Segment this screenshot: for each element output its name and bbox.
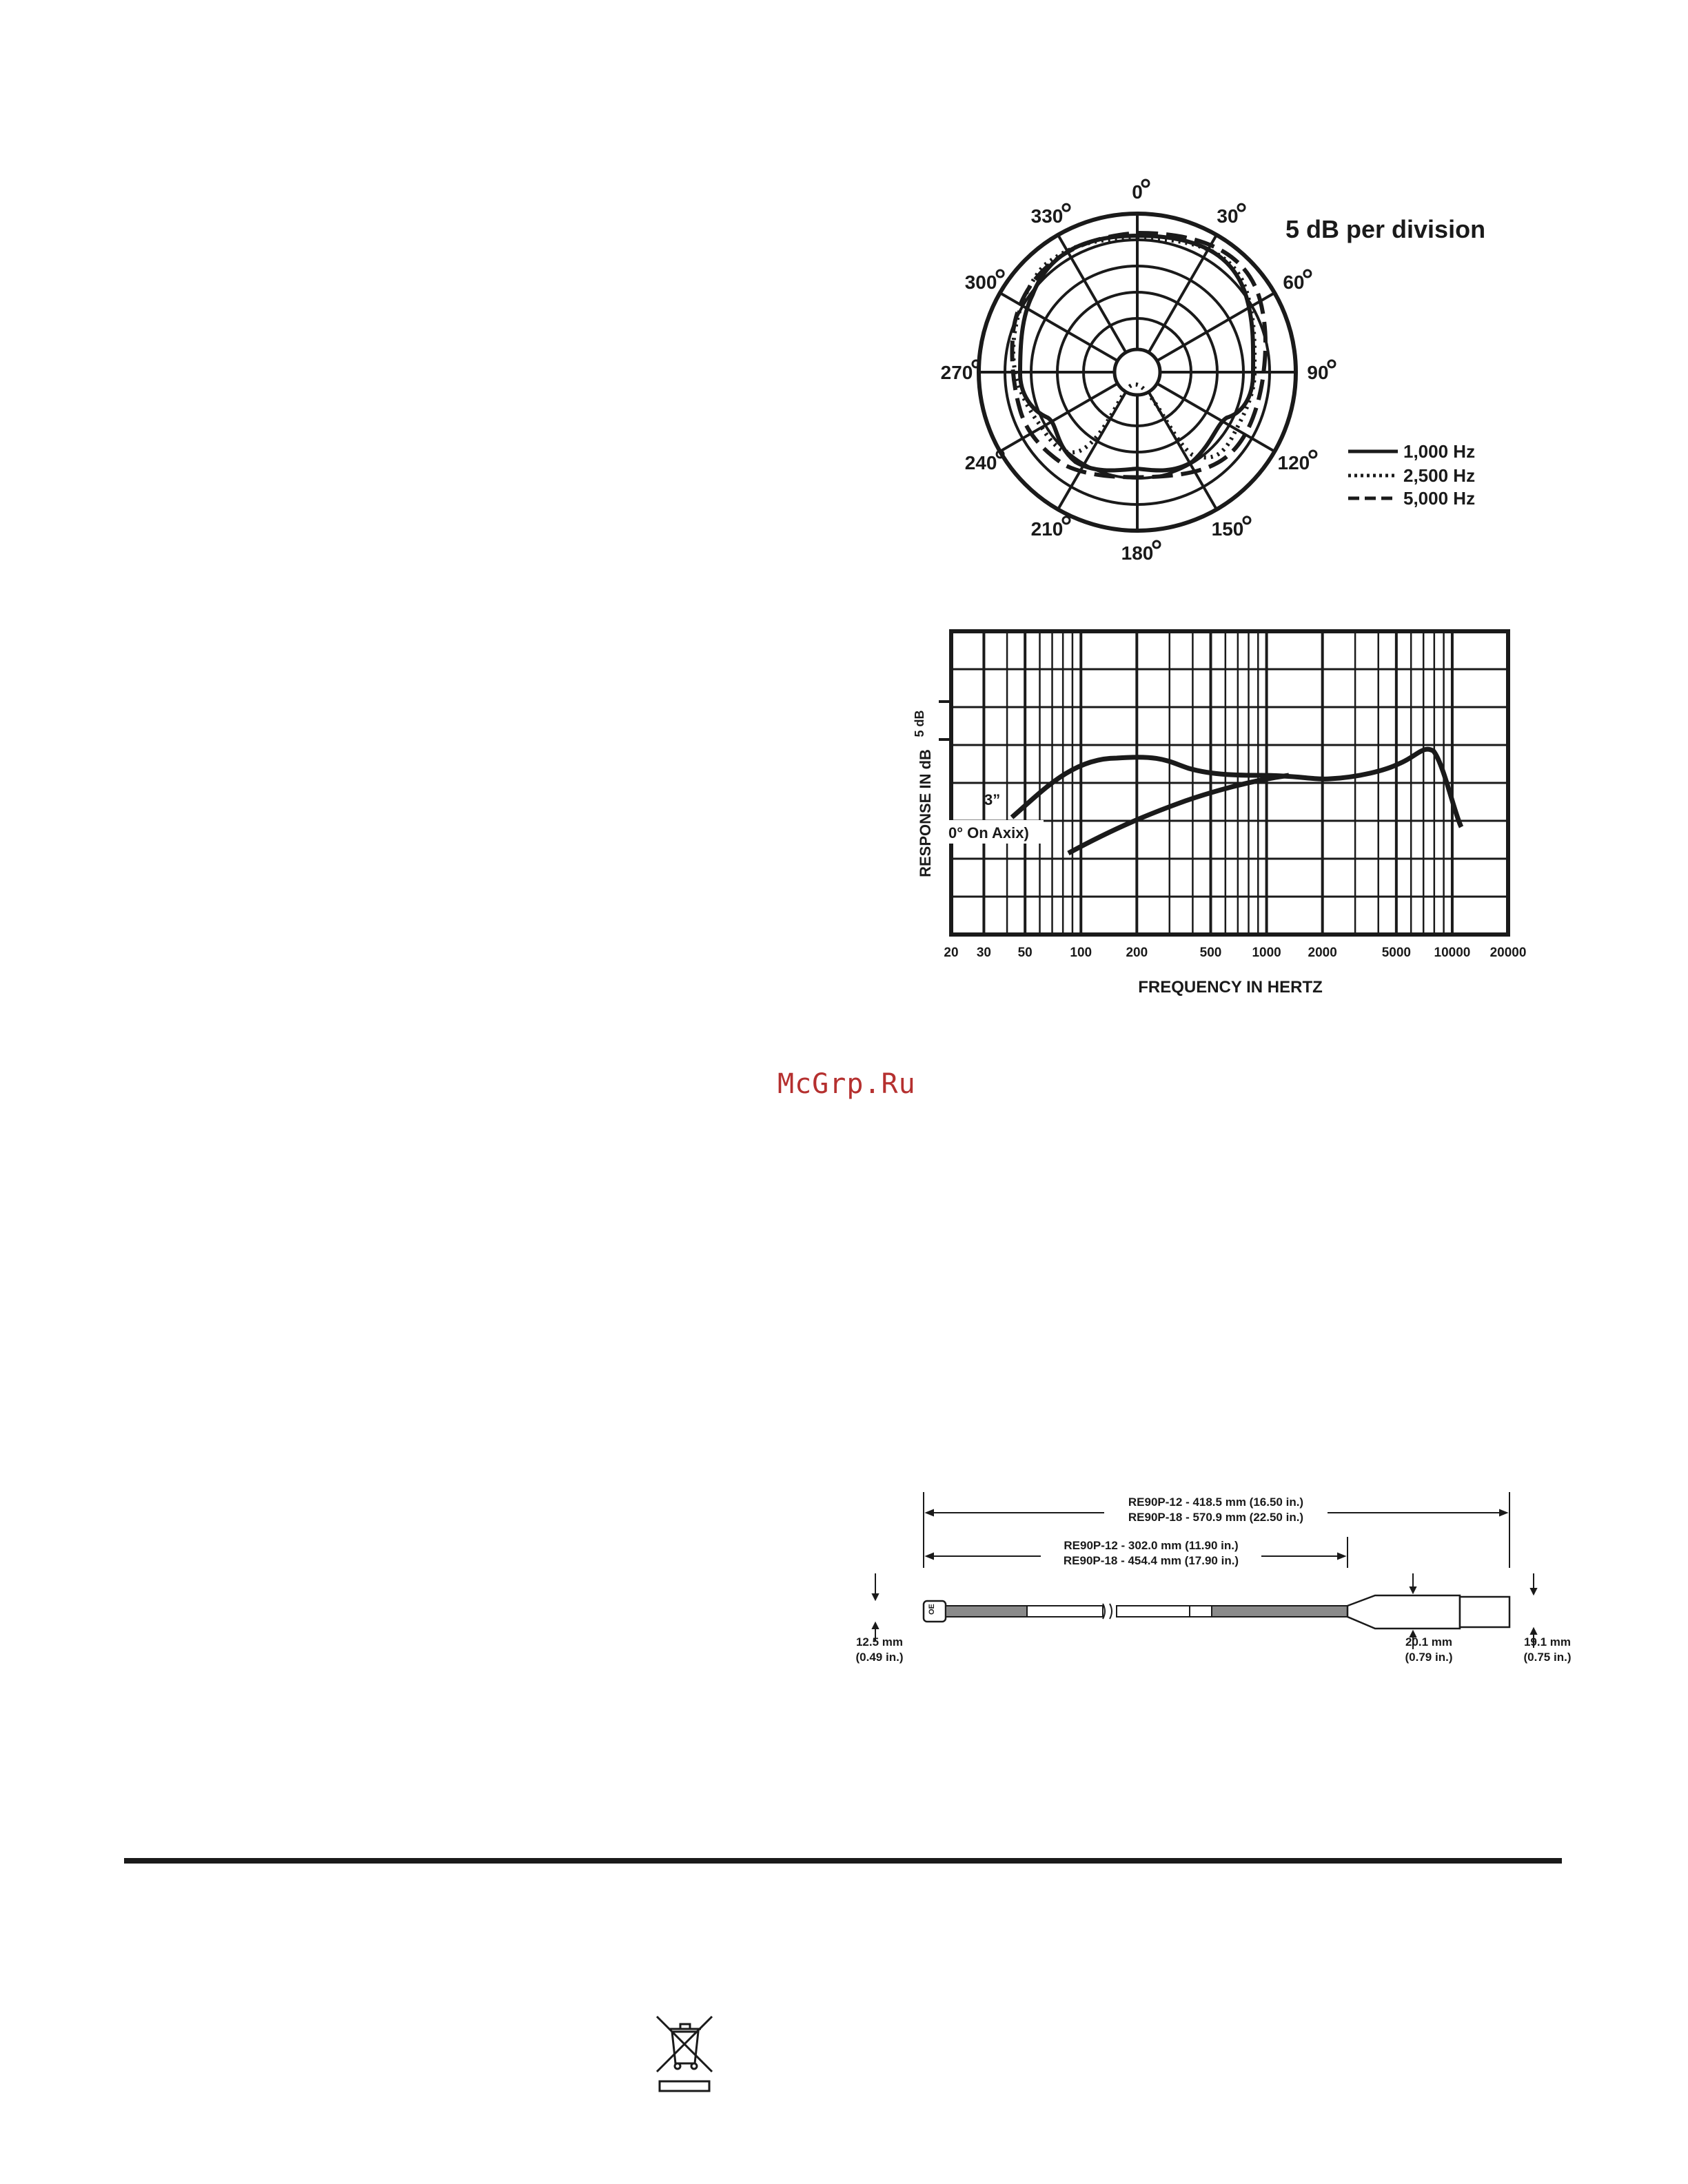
frequency-response-chart — [910, 620, 1551, 1013]
response-tick-label: 30 — [976, 946, 991, 960]
response-tick-label: 20 — [944, 946, 959, 960]
degree-symbol — [1243, 517, 1250, 524]
polar-angle-label: 90 — [1307, 362, 1329, 383]
polar-angle-label: 210 — [1030, 518, 1064, 540]
weee-crossed-bin-icon — [651, 2012, 720, 2095]
response-grid — [951, 631, 1508, 935]
gooseneck-length-12: RE90P-12 - 302.0 mm (11.90 in.) — [1064, 1539, 1239, 1552]
legend-label-2500: 2,500 Hz — [1403, 465, 1476, 486]
polar-grid — [979, 214, 1296, 531]
connector-diameter-in: (0.75 in.) — [1523, 1651, 1572, 1664]
degree-symbol — [1328, 360, 1335, 367]
overall-length-18: RE90P-18 - 570.9 mm (22.50 in.) — [1128, 1511, 1304, 1524]
overall-length-12: RE90P-12 - 418.5 mm (16.50 in.) — [1128, 1496, 1304, 1509]
degree-symbol — [1063, 204, 1070, 211]
response-tick-label: 500 — [1199, 946, 1222, 960]
capsule-diameter-in: (0.49 in.) — [855, 1651, 904, 1664]
response-tick-label: 100 — [1070, 946, 1092, 960]
annotation-on-axis: 0° On Axix) — [948, 824, 1029, 841]
connector-diameter-mm: 19.1 mm — [1523, 1635, 1572, 1649]
polar-angle-label: 0 — [1132, 181, 1143, 203]
legend-label-5000: 5,000 Hz — [1403, 488, 1476, 509]
response-tick-label: 50 — [1017, 946, 1033, 960]
polar-angle-label: 120 — [1277, 452, 1310, 473]
polar-angle-label: 180 — [1121, 542, 1154, 564]
polar-angle-label: 330 — [1030, 205, 1064, 227]
annotation-3in: 3” — [984, 791, 1001, 808]
response-ylabel: RESPONSE IN dB — [917, 749, 934, 877]
polar-spoke — [1149, 235, 1217, 353]
degree-symbol — [1238, 204, 1245, 211]
degree-symbol — [997, 270, 1004, 277]
capsule-marking: OE — [928, 1604, 936, 1615]
polar-angle-label: 240 — [964, 452, 997, 473]
gooseneck-length-18: RE90P-18 - 454.4 mm (17.90 in.) — [1063, 1554, 1239, 1567]
body-diameter-in: (0.79 in.) — [1405, 1651, 1453, 1664]
watermark-text: McGrp.Ru — [777, 1068, 916, 1100]
polar-spoke — [1157, 293, 1275, 361]
degree-symbol — [973, 360, 979, 367]
polar-angle-label: 60 — [1283, 272, 1305, 293]
legend-label-1000: 1,000 Hz — [1403, 441, 1476, 462]
polar-pattern-chart — [910, 172, 1558, 579]
polar-legend — [1348, 441, 1475, 509]
degree-symbol — [1142, 180, 1149, 187]
response-xlabel: FREQUENCY IN HERTZ — [1138, 978, 1323, 997]
polar-angle-label: 300 — [964, 272, 997, 293]
capsule-diameter-mm: 12.5 mm — [855, 1635, 904, 1649]
response-tick-label: 10000 — [1434, 946, 1471, 960]
polar-spoke — [1000, 293, 1118, 361]
response-tick-label: 2000 — [1308, 946, 1337, 960]
response-curve-on-axis — [1068, 775, 1289, 853]
dimension-drawing — [848, 1485, 1585, 1685]
body-diameter-mm: 20.1 mm — [1405, 1635, 1453, 1649]
degree-symbol — [1304, 270, 1311, 277]
degree-symbol — [1153, 541, 1160, 548]
polar-angle-label: 270 — [940, 362, 973, 383]
degree-symbol — [1310, 451, 1316, 458]
polar-angle-label: 30 — [1217, 205, 1239, 227]
response-tick-label: 200 — [1126, 946, 1148, 960]
polar-scale-title: 5 dB per division — [1285, 215, 1486, 243]
response-tick-label: 1000 — [1252, 946, 1281, 960]
response-tick-label: 5000 — [1381, 946, 1411, 960]
degree-symbol — [1063, 517, 1070, 524]
polar-spoke — [1157, 384, 1275, 452]
polar-angle-label: 150 — [1211, 518, 1244, 540]
scale-label: 5 dB — [913, 710, 926, 737]
section-divider — [124, 1858, 1562, 1864]
response-tick-label: 20000 — [1489, 946, 1527, 960]
